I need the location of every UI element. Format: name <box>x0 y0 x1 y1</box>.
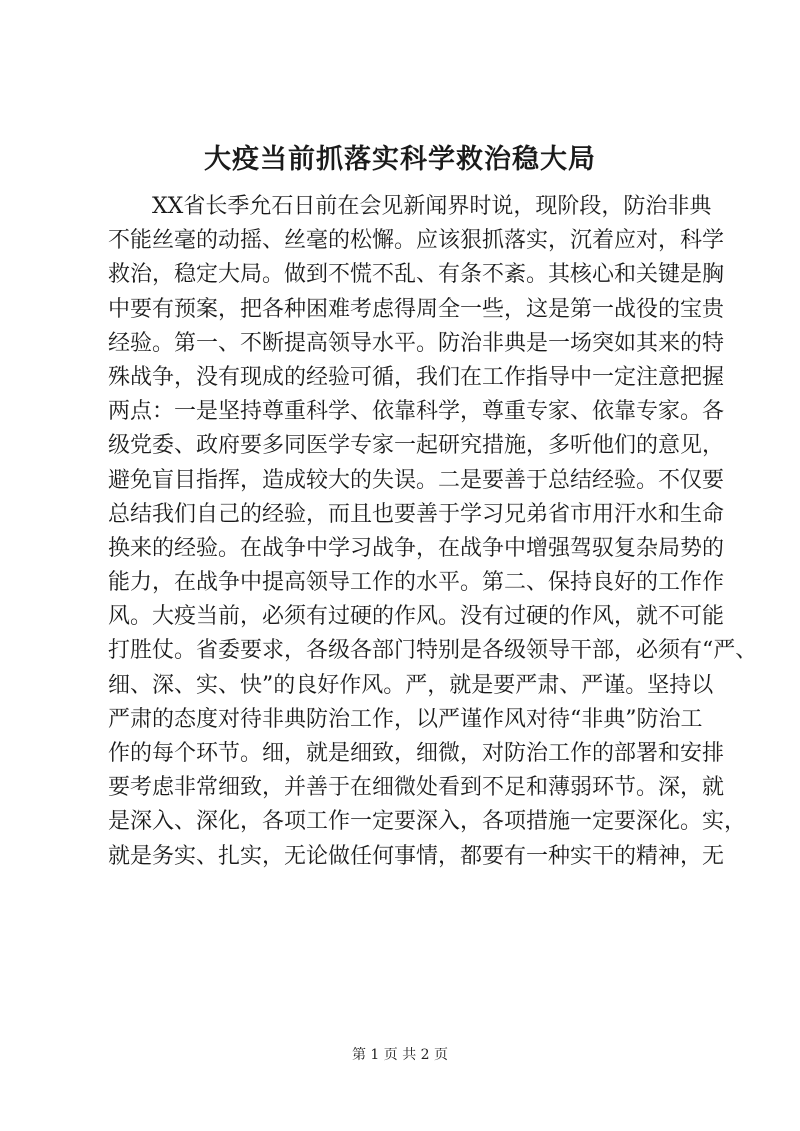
text-line: 总结我们自己的经验，而且也要善于学习兄弟省市用汗水和生命 <box>108 501 725 527</box>
text-line: 级党委、政府要多同医学专家一起研究措施，多听他们的意见， <box>108 433 725 459</box>
text-line: 两点：一是坚持尊重科学、依靠科学，尊重专家、依靠专家。各 <box>108 399 725 425</box>
text-line: 能力，在战争中提高领导工作的水平。第二、保持良好的工作作 <box>108 570 725 596</box>
text-line: 不能丝毫的动摇、丝毫的松懈。应该狠抓落实，沉着应对，科学 <box>108 228 725 254</box>
text-line: 打胜仗。省委要求，各级各部门特别是各级领导干部，必须有“严、 <box>108 638 758 664</box>
text-line: 中要有预案，把各种困难考虑得周全一些，这是第一战役的宝贵 <box>108 296 725 322</box>
text-line: 救治，稳定大局。做到不慌不乱、有条不紊。其核心和关键是胸 <box>108 262 725 288</box>
text-line: 经验。第一、不断提高领导水平。防治非典是一场突如其来的特 <box>108 330 725 356</box>
text-line: 避免盲目指挥，造成较大的失误。二是要善于总结经验。不仅要 <box>108 467 725 493</box>
text-line: 要考虑非常细致，并善于在细微处看到不足和薄弱环节。深，就 <box>108 775 725 801</box>
text-line: 严肃的态度对待非典防治工作，以严谨作风对待“非典”防治工 <box>108 706 703 732</box>
text-line: 换来的经验。在战争中学习战争，在战争中增强驾驭复杂局势的 <box>108 535 725 561</box>
text-line: 细、深、实、快”的良好作风。严，就是要严肃、严谨。坚持以 <box>108 672 714 698</box>
text-line: 风。大疫当前，必须有过硬的作风。没有过硬的作风，就不可能 <box>108 604 725 630</box>
text-line: 是深入、深化，各项工作一定要深入，各项措施一定要深化。实， <box>108 809 747 835</box>
text-line: 作的每个环节。细，就是细致，细微，对防治工作的部署和安排 <box>108 741 725 766</box>
text-line: 就是务实、扎实，无论做任何事情，都要有一种实干的精神，无 <box>108 843 725 869</box>
body-text <box>108 190 758 874</box>
page-title: 大疫当前抓落实科学救治稳大局 <box>204 144 596 175</box>
text-line: 殊战争，没有现成的经验可循，我们在工作指导中一定注意把握 <box>108 364 725 390</box>
page-footer: 第 1 页 共 2 页 <box>351 1047 449 1063</box>
text-line: XX省长季允石日前在会见新闻界时说，现阶段，防治非典 <box>152 194 712 219</box>
